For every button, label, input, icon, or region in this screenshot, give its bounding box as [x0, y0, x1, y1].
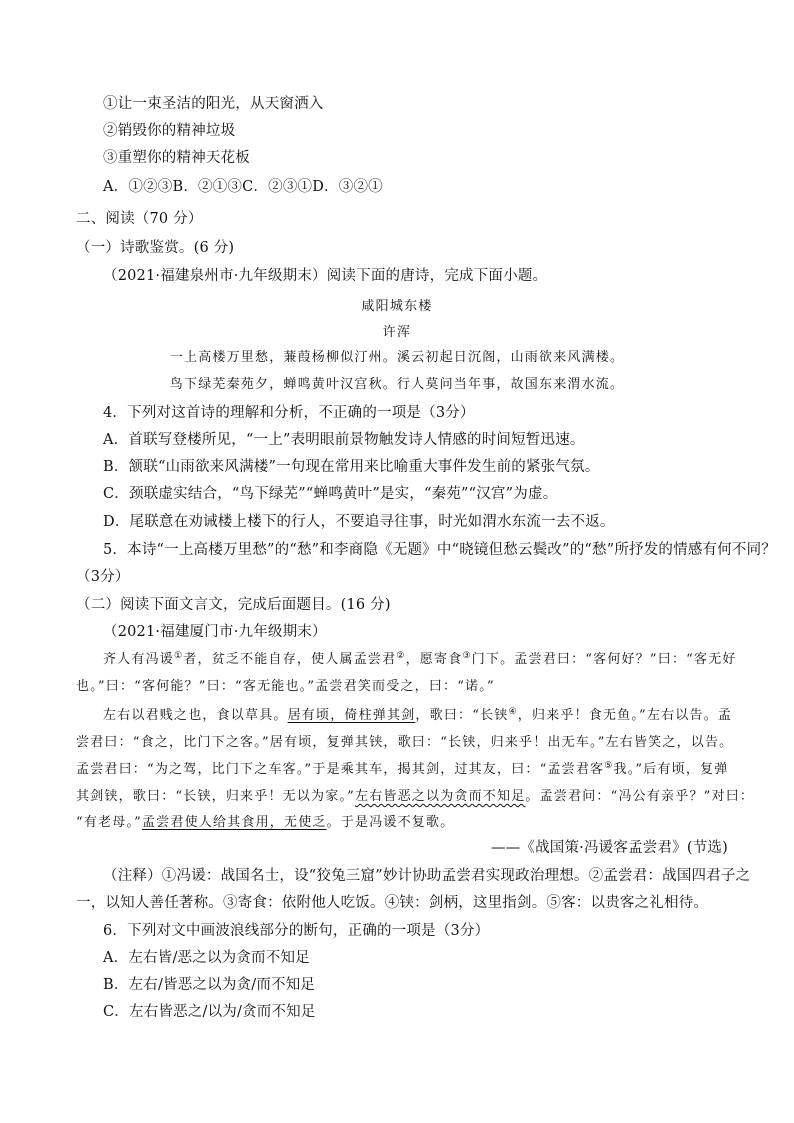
question-5-points: （3分） — [76, 569, 130, 585]
poem-author: 许浑 — [382, 325, 412, 340]
note-marker: ④ — [508, 707, 518, 717]
answer-choices: A．①②③B．②①③C．②③①D．③②① — [103, 179, 383, 195]
question-4: 4．下列对这首诗的理解和分析，不正确的一项是（3分） — [103, 405, 475, 421]
question-6-option-b: B．左右/皆恶之以为贪/而不知足 — [103, 977, 316, 993]
question-4-option-a: A．首联写登楼所见，“一上”表明眼前景物触发诗人情感的时间短暂迅速。 — [103, 432, 585, 448]
option-2: ②销毁你的精神垃圾 — [103, 123, 236, 139]
section-heading: 二、阅读（70 分） — [76, 211, 203, 227]
poem-line-1: 一上高楼万里愁，蒹葭杨柳似汀州。溪云初起日沉阁，山雨欲来风满楼。 — [169, 350, 625, 365]
part1-intro: （2021·福建泉州市·九年级期末）阅读下面的唐诗，完成下面小题。 — [103, 268, 548, 284]
underlined-text: 居有顷，倚柱弹其剑 — [287, 708, 416, 723]
note-marker: ② — [396, 651, 406, 661]
notes-line-2: 一，以知人善任著称。③寄食：依附他人吃饭。④铗：剑柄，这里指剑。⑤客：以贵客之礼相待。 — [76, 895, 709, 911]
part2-heading: （二）阅读下面文言文，完成后面题目。(16 分) — [76, 597, 391, 613]
note-marker: ① — [174, 651, 184, 661]
poem-line-2: 鸟下绿芜秦苑夕，蝉鸣黄叶汉宫秋。行人莫问当年事，故国东来渭水流。 — [169, 377, 625, 392]
question-4-option-d: D．尾联意在劝诫楼上楼下的行人，不要追寻往事，时光如渭水东流一去不返。 — [103, 514, 615, 530]
poem-title: 咸阳城东楼 — [361, 299, 433, 314]
notes-line-1: （注释）①冯谖：战国名士，设“狡兔三窟”妙计协助孟尝君实现政治理想。②孟尝君：战国四君子之 — [103, 868, 751, 884]
question-6-option-c: C．左右皆恶之/以为/贪而不知足 — [103, 1004, 316, 1020]
option-1: ①让一束圣洁的阳光，从天窗洒入 — [103, 96, 324, 112]
passage-line: 左右以君贱之也，食以草具。居有顷，倚柱弹其剑，歌曰：“长铗④，归来乎！食无鱼。”左右以告。孟 — [103, 707, 733, 723]
question-6-option-a: A．左右皆/恶之以为贪而不知足 — [103, 950, 310, 966]
note-marker: ⑤ — [604, 761, 614, 771]
passage-source: ——《战国策·冯谖客孟尝君》(节选) — [490, 840, 728, 856]
question-6: 6．下列对文中画波浪线部分的断句，正确的一项是（3分） — [103, 923, 490, 939]
option-3: ③重塑你的精神天花板 — [103, 150, 250, 166]
passage-line: 其剑铗，歌曰：“长铗，归来乎！无以为家。”左右皆恶之以为贪而不知足。孟尝君问：“冯公有亲乎？”对曰： — [76, 789, 755, 804]
passage-line: 尝君曰：“食之，比门下之客。”居有顷，复弹其铗，歌曰：“长铗，归来乎！出无车。”左右皆笑之，以告。 — [76, 735, 734, 750]
passage-line: 孟尝君曰：“为之驾，比门下之车客。”于是乘其车，揭其剑，过其友，曰：“孟尝君客⑤我。”后有顷，复弹 — [76, 761, 729, 777]
part1-heading: （一）诗歌鉴赏。(6 分) — [76, 240, 235, 256]
passage-line: 也。”曰：“客何能？”曰：“客无能也。”孟尝君笑而受之，曰：“诺。” — [76, 679, 495, 694]
note-marker: ③ — [462, 651, 472, 661]
passage-line: “有老母。”孟尝君使人给其食用，无使乏。于是冯谖不复歌。 — [76, 815, 455, 830]
question-5: 5．本诗“一上高楼万里愁”的“愁”和李商隐《无题》中“晓镜但愁云鬓改”的“愁”所抒发的情感有何不同？ — [103, 542, 777, 558]
wavy-underlined-text: 左右皆恶之以为贪而不知足 — [355, 789, 526, 804]
part2-source: （2021·福建厦门市·九年级期末） — [103, 624, 327, 640]
underlined-text: 孟尝君使人给其食用，无使乏 — [142, 815, 327, 830]
passage-line: 齐人有冯谖①者，贫乏不能自存，使人属孟尝君②，愿寄食③门下。孟尝君曰：“客何好？”曰：“客无好 — [103, 651, 737, 667]
question-4-option-c: C．颈联虚实结合，“鸟下绿芜”“蝉鸣黄叶”是实，“秦苑”“汉宫”为虚。 — [103, 486, 558, 502]
question-4-option-b: B．颔联“山雨欲来风满楼”一句现在常用来比喻重大事件发生前的紧张气氛。 — [103, 459, 600, 475]
